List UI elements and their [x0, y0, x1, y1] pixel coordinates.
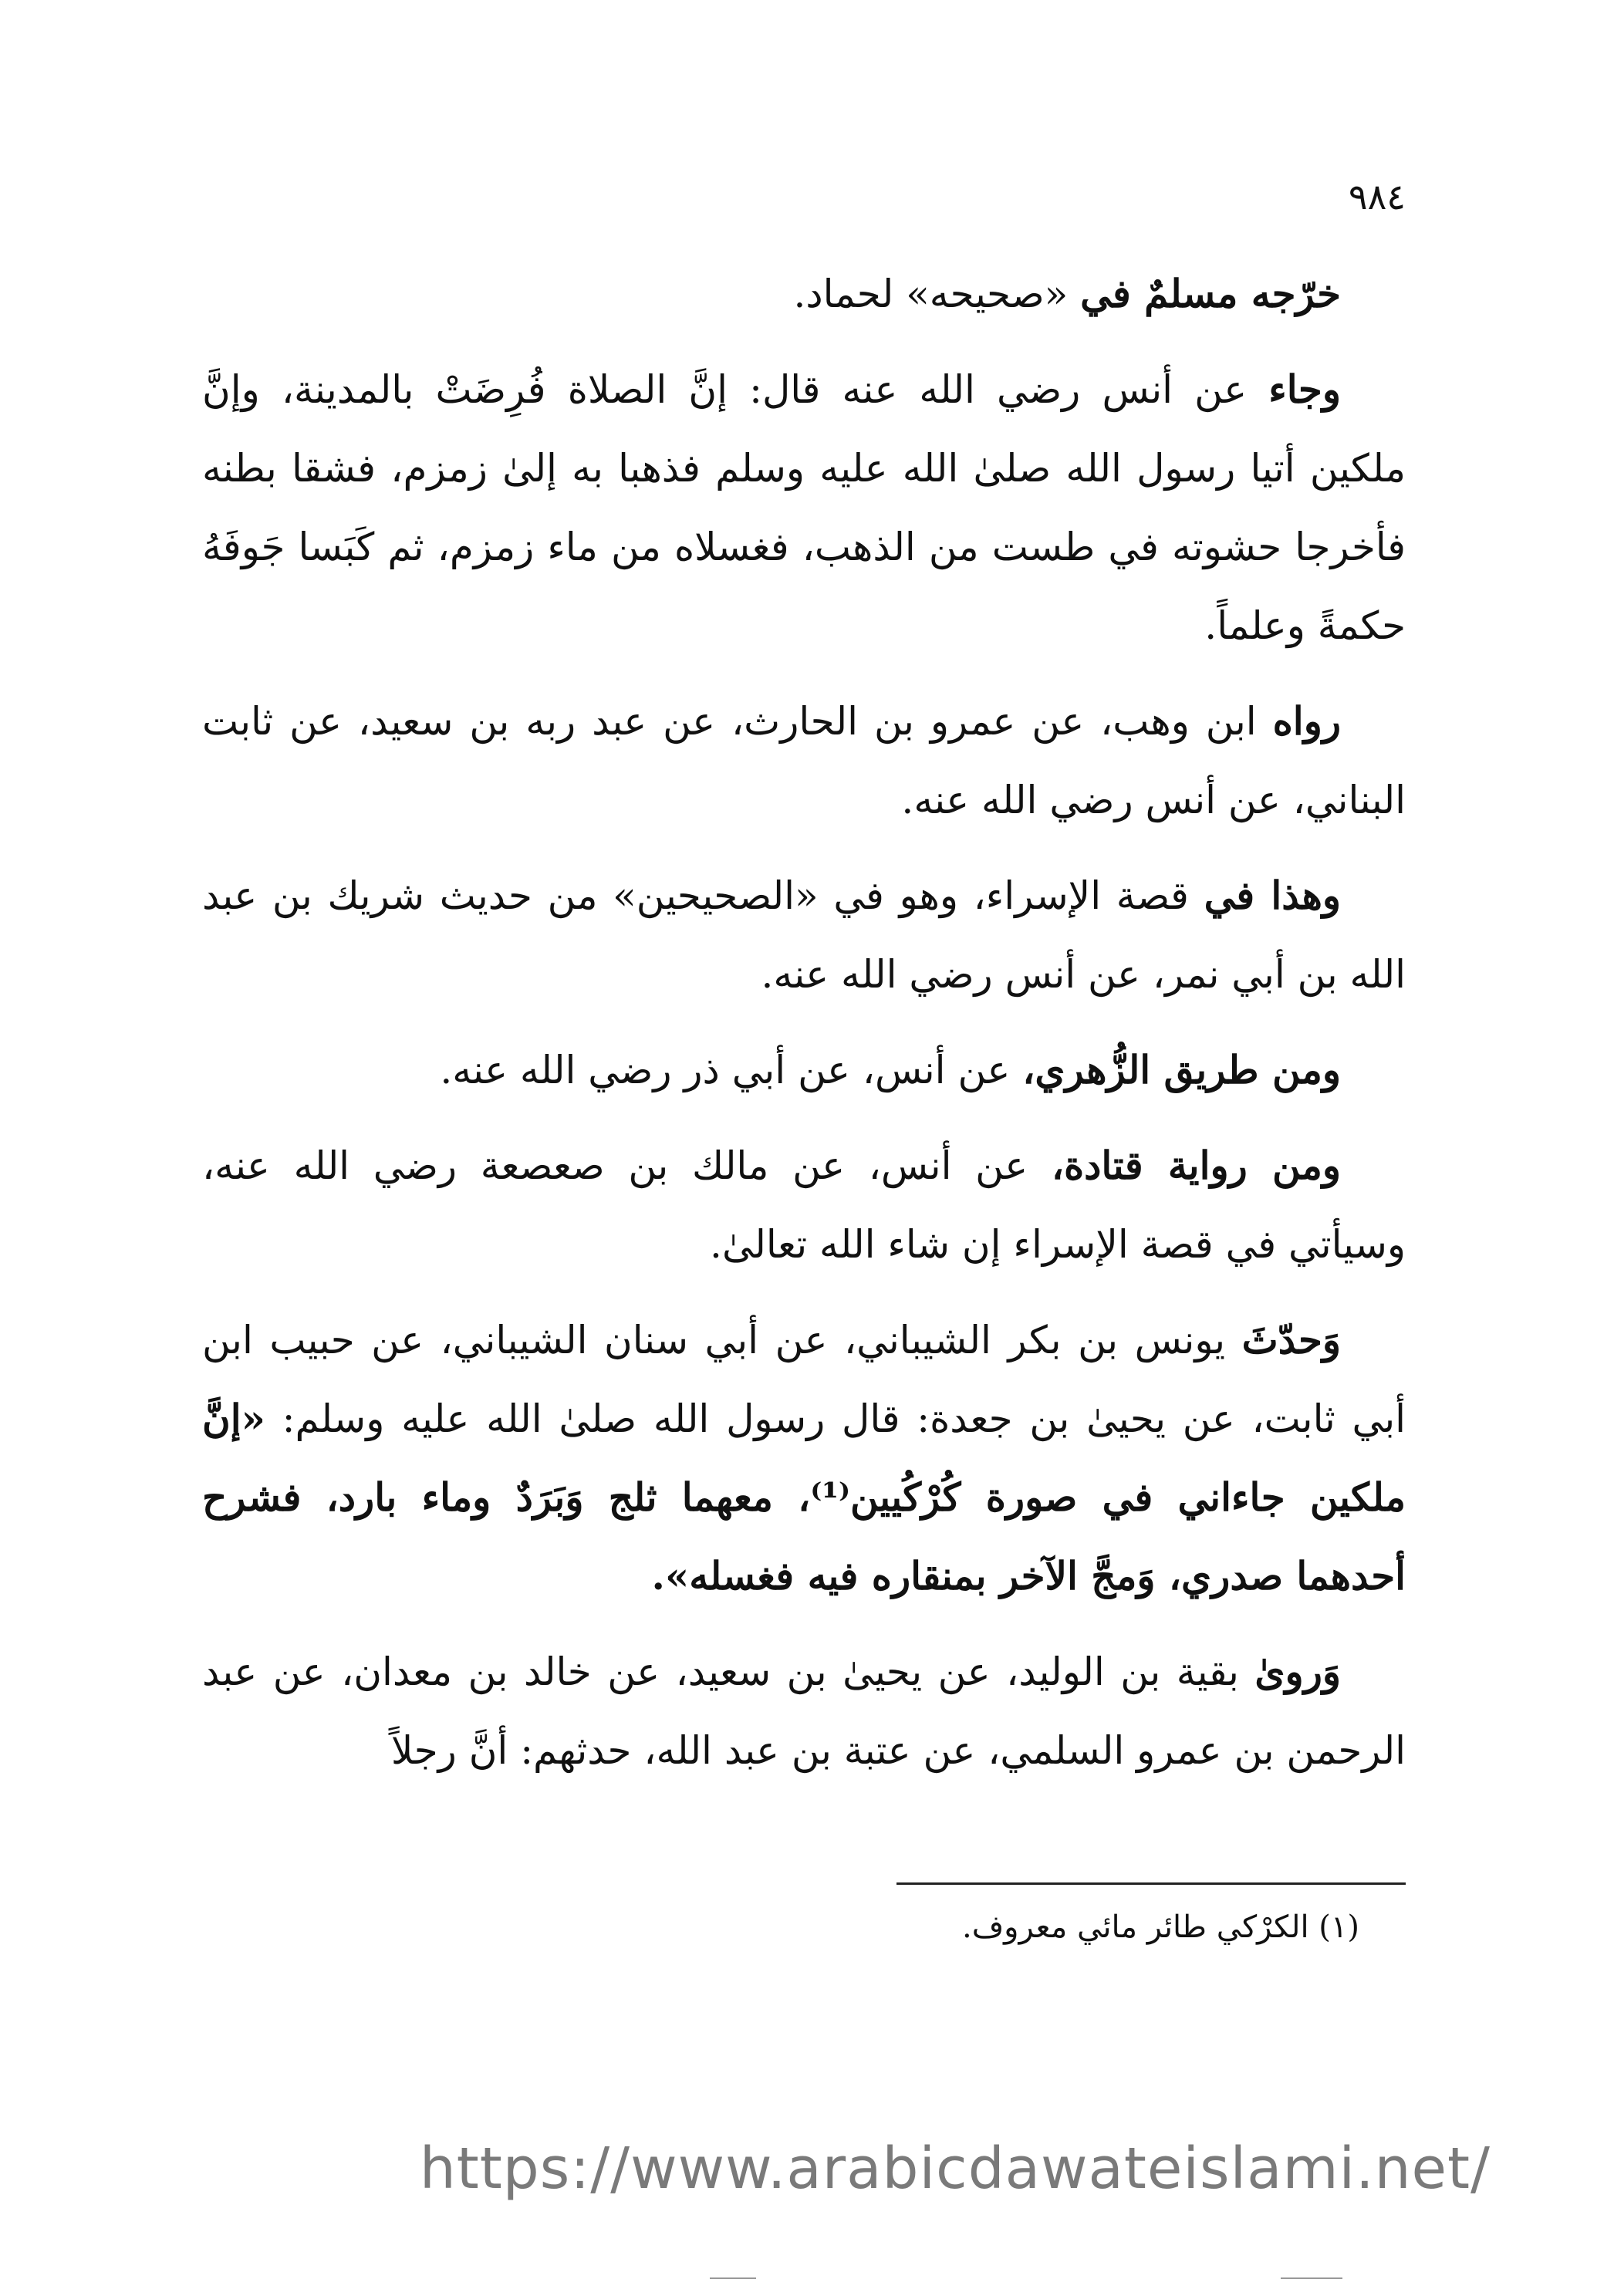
paragraph-lead: رواه [1272, 698, 1341, 744]
paragraph [202, 350, 1406, 665]
paragraph-lead: وجاء [1268, 366, 1341, 412]
paragraph-text: ابن وهب، عن عمرو بن الحارث، عن عبد ربه بن سعيد، عن ثابت البناني، عن أنس رضي الله عنه. [202, 699, 1406, 822]
paragraph [202, 1126, 1406, 1284]
body-text [202, 255, 1406, 1807]
paragraph-text: قصة الإسراء، وهو في «الصحيحين» من حديث شريك بن عبد الله بن أبي نمر، عن أنس رضي الله عنه. [202, 873, 1406, 997]
paragraph-lead: ومن رواية قتادة، [1051, 1143, 1341, 1188]
scan-edge-mark [710, 2277, 756, 2279]
page-number: ٩٨٤ [1348, 176, 1406, 218]
paragraph-text: يونس بن بكر الشيباني، عن أبي سنان الشيباني، عن حبيب ابن أبي ثابت، عن يحيىٰ بن جعدة: قال رسول الله صلىٰ الله عليه وسلم: [202, 1318, 1406, 1441]
watermark-url: https://www.arabicdawateislami.net/ [419, 2136, 1491, 2202]
paragraph-text: عن أنس رضي الله عنه قال: إنَّ الصلاة فُرِضَتْ بالمدينة، وإنَّ ملكين أتيا رسول الله صلىٰ الله عليه وسلم فذهبا به إلىٰ زمزم، فشقا بطنه فأخرجا حشوته في طست من الذهب، فغسلاه من ماء زمزم، ثم كَبَسا جَوفَهُ حكمةً وعلماً. [202, 367, 1406, 648]
paragraph [202, 255, 1406, 333]
paragraph-lead: وهذا في [1204, 873, 1342, 918]
paragraph-lead: خرّجه مسلمٌ في [1080, 271, 1341, 316]
paragraph [202, 1031, 1406, 1109]
scan-edge-mark [1281, 2277, 1342, 2279]
footnote: (١) الكرْكي طائر مائي معروف. [961, 1909, 1359, 1945]
paragraph-lead: وَحدّثَ [1241, 1317, 1341, 1362]
paragraph-text: عن أنس، عن أبي ذر رضي الله عنه. [440, 1048, 1023, 1092]
paragraph-lead: وَروىٰ [1254, 1649, 1341, 1694]
paragraph [202, 682, 1406, 839]
footnote-divider [896, 1882, 1406, 1885]
paragraph-lead: ومن طريق الزُّهري، [1022, 1047, 1341, 1092]
paragraph [202, 1301, 1406, 1616]
paragraph [202, 856, 1406, 1014]
paragraph [202, 1633, 1406, 1790]
paragraph-text: بقية بن الوليد، عن يحيىٰ بن سعيد، عن خالد بن معدان، عن عبد الرحمن بن عمرو السلمي، عن عتبة بن عبد الله، حدثهم: أنَّ رجلاً [202, 1649, 1406, 1773]
paragraph-text: عن أنس، عن مالك بن صعصعة رضي الله عنه، وسيأتي في قصة الإسراء إن شاء الله تعالىٰ. [202, 1143, 1406, 1267]
paragraph-text: «صحيحه» لحماد. [793, 272, 1081, 316]
hadith-quote: «إنَّ ملكين جاءاني في صورة كُرْكُيين⁽¹⁾، معهما ثلج وَبَرَدٌ وماء بارد، فشرح أحدهما صدري، وَمجَّ الآخر بمنقاره فيه فغسله». [202, 1396, 1406, 1599]
